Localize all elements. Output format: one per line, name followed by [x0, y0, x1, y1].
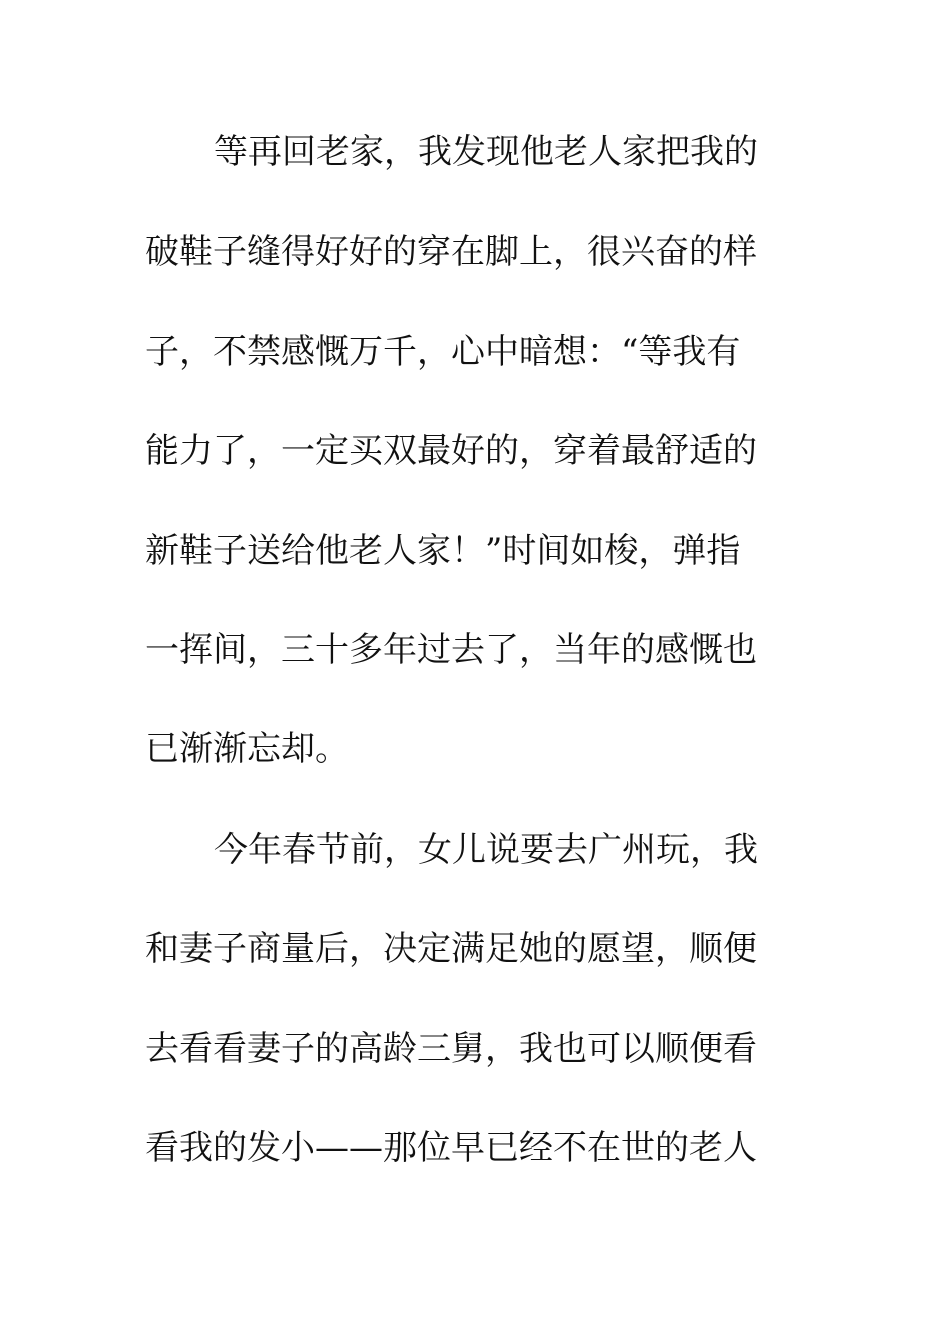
text-line: 已渐渐忘却。 [145, 729, 349, 769]
text-line: 能力了，一定买双最好的，穿着最舒适的 [145, 431, 757, 471]
text-line: 等再回老家，我发现他老人家把我的 [214, 132, 758, 172]
text-line: 去看看妻子的高龄三舅，我也可以顺便看 [145, 1029, 757, 1069]
text-line: 破鞋子缝得好好的穿在脚上，很兴奋的样 [145, 232, 757, 272]
text-line: 看我的发小——那位早已经不在世的老人 [145, 1128, 757, 1168]
text-line: 和妻子商量后，决定满足她的愿望，顺便 [145, 929, 757, 969]
text-line: 子，不禁感慨万千，心中暗想：“等我有 [145, 332, 741, 372]
text-line: 今年春节前，女儿说要去广州玩，我 [214, 830, 758, 870]
text-line: 新鞋子送给他老人家！”时间如梭，弹指 [145, 531, 741, 571]
text-line: 一挥间，三十多年过去了，当年的感慨也 [145, 630, 757, 670]
